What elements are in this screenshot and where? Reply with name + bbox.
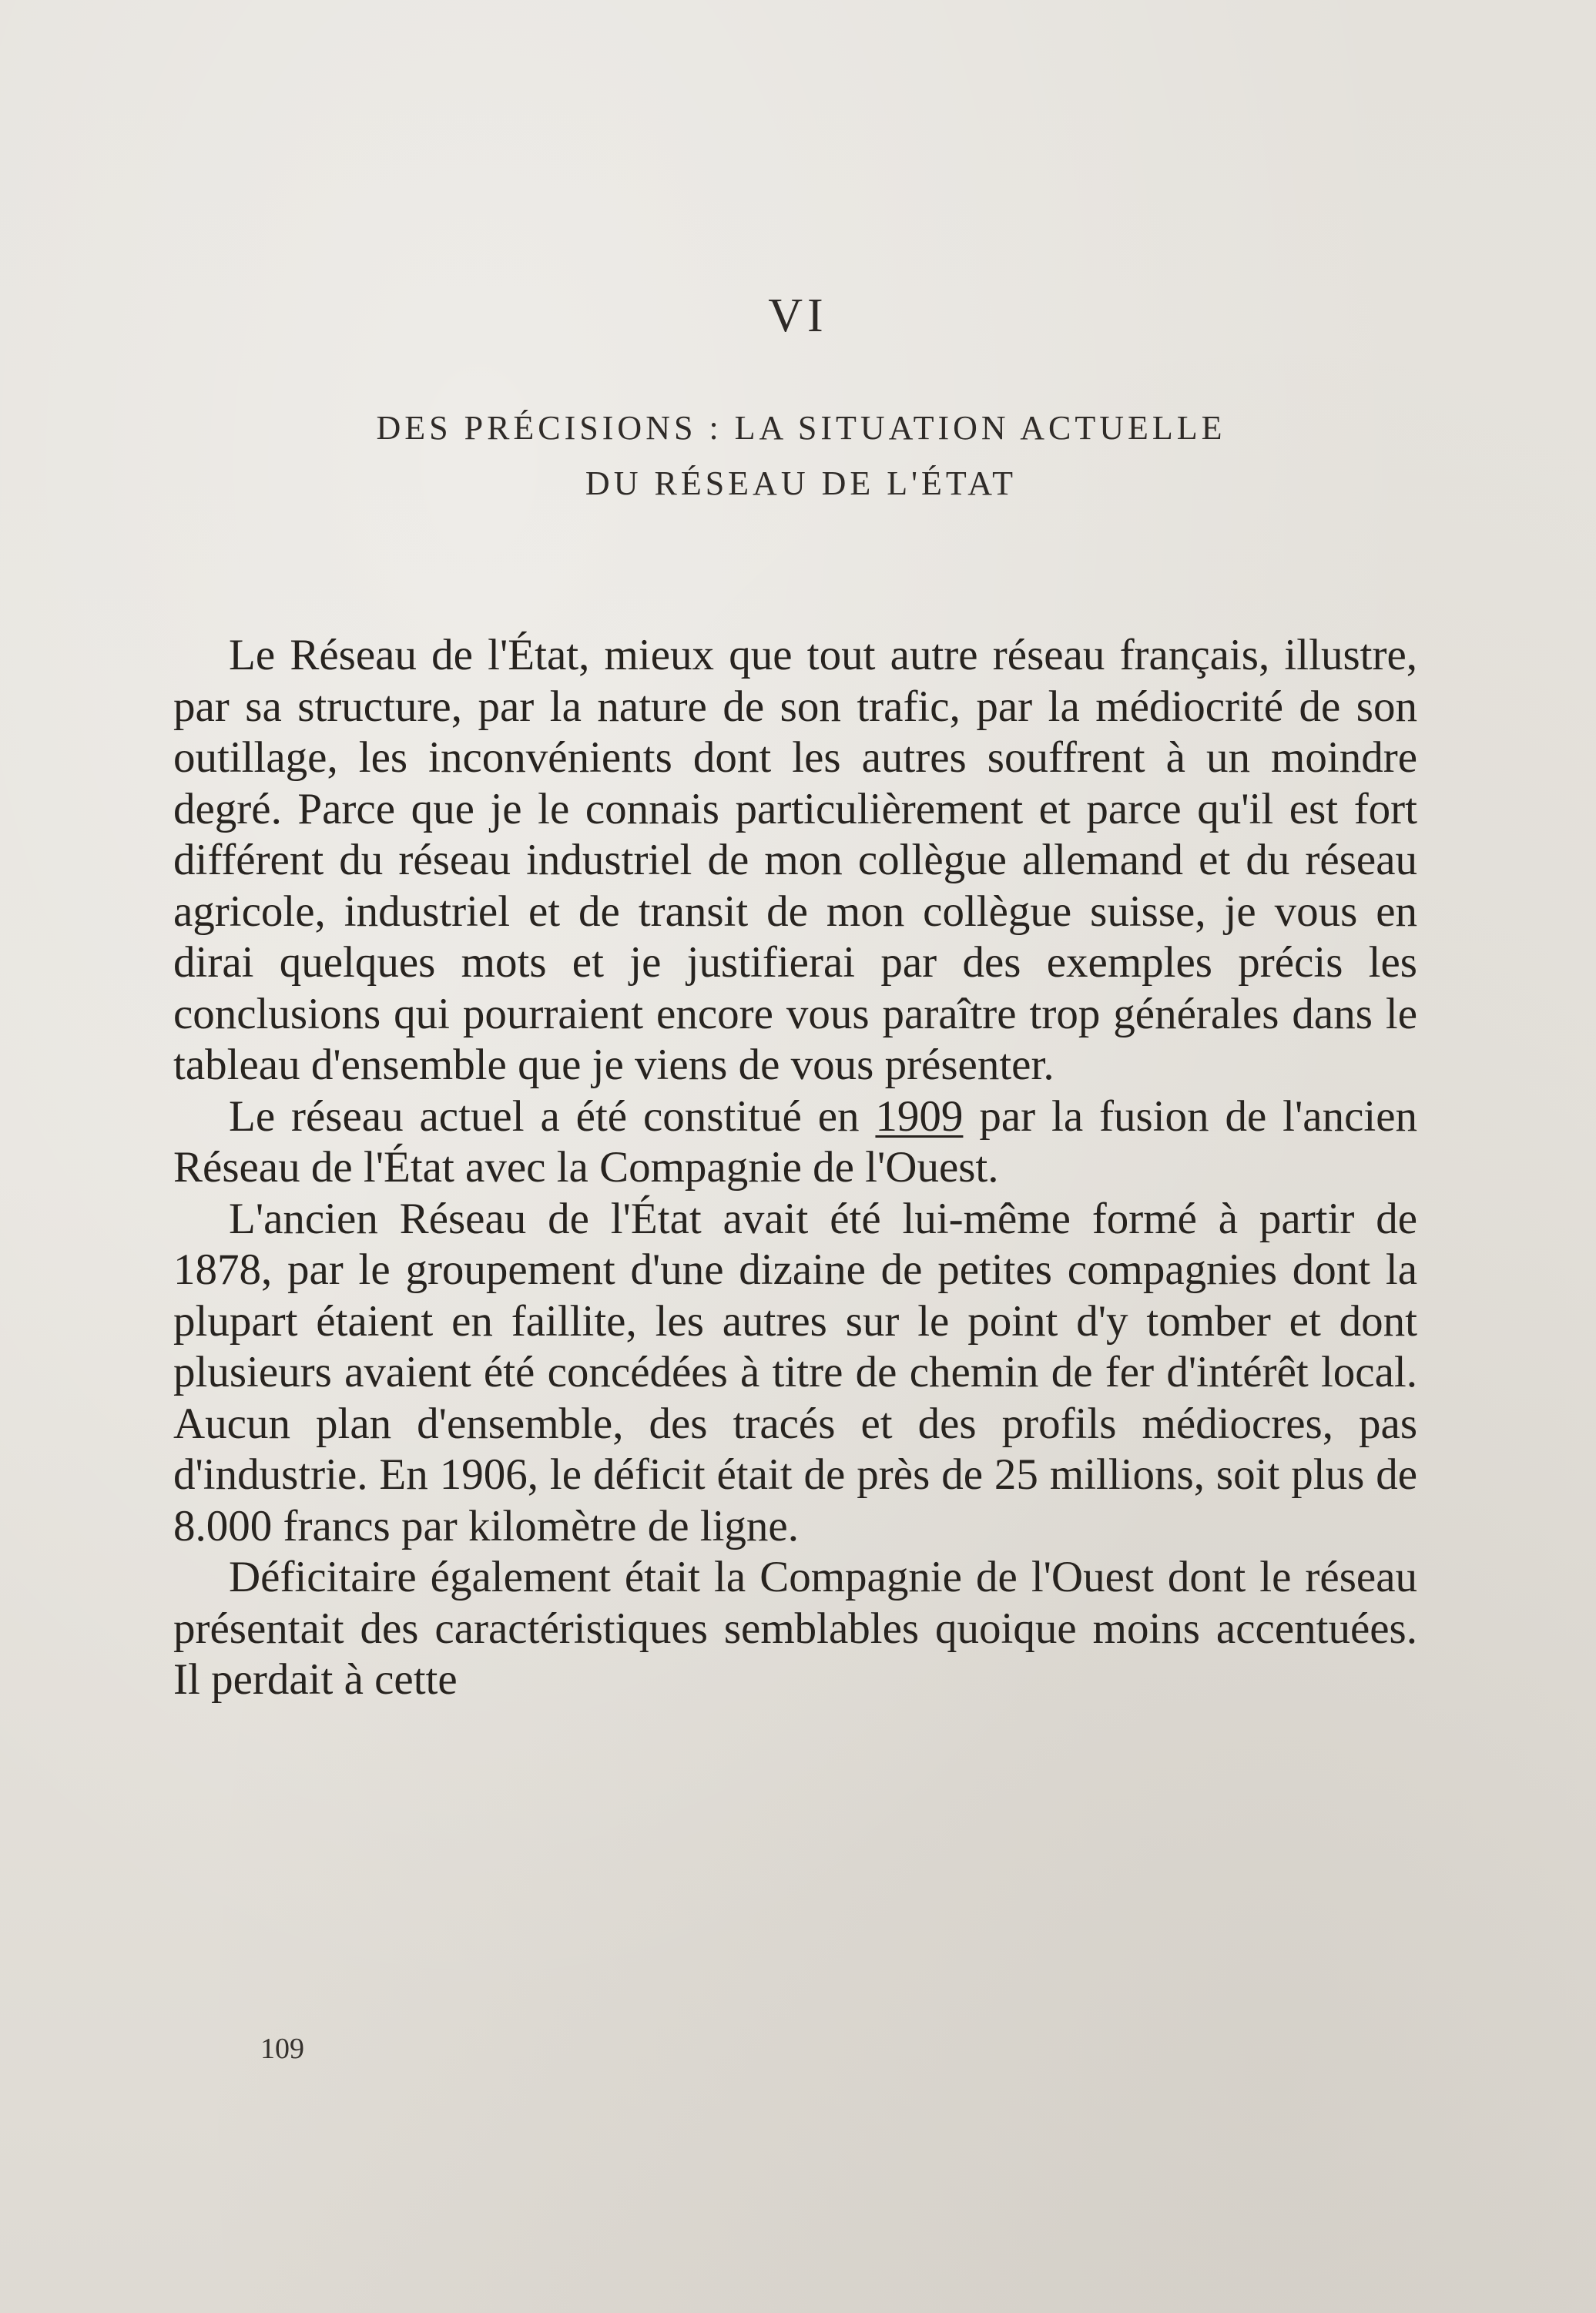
chapter-title-line-2: DU RÉSEAU DE L'ÉTAT <box>585 464 1018 502</box>
paragraph-3: L'ancien Réseau de l'État avait été lui-même formé à partir de 1878, par le groupement d'une dizaine de petites compagnies dont la plupart étaient en faillite, les autres sur le point d'y tomber et dont plusieurs avaient été concédées à titre de chemin de fer d'intérêt local. Aucun plan d'ensemble, des tracés et des profils médiocres, pas d'industrie. En 1906, le déficit était de près de 25 millions, soit plus de 8.000 francs par kilomètre de ligne. <box>173 1194 1417 1550</box>
chapter-title-line-1: DES PRÉCISIONS : LA SITUATION ACTUELLE <box>376 409 1226 447</box>
chapter-title <box>277 401 1325 511</box>
page-number: 109 <box>260 2033 304 2065</box>
underlined-year: 1909 <box>875 1091 964 1141</box>
body-text <box>173 630 1417 1706</box>
paragraph-1: Le Réseau de l'État, mieux que tout autre réseau français, illustre, par sa structure, par la nature de son trafic, par la médiocrité de son outillage, les inconvénients dont les autres souffrent à un moindre degré. Parce que je le connais particulièrement et parce qu'il est fort différent du réseau industriel de mon collègue allemand et du réseau agricole, industriel et de transit de mon collègue suisse, je vous en dirai quelques mots et je justifierai par des exemples précis les conclusions qui pourraient encore vous paraître trop générales dans le tableau d'ensemble que je viens de vous présenter. <box>173 631 1417 1089</box>
paragraph-2-start: Le réseau actuel a été constitué en <box>229 1091 876 1141</box>
paragraph-2 <box>173 1091 1417 1194</box>
paragraph-2-end: par la fusion de l'ancien Réseau de l'État avec la Compagnie de l'Ouest. <box>173 1091 1418 1192</box>
paragraph-4: Déficitaire également était la Compagnie de l'Ouest dont le réseau présentait des caractéristiques semblables quoique moins accentuées. Il perdait à cette <box>173 1553 1417 1704</box>
chapter-number: VI <box>768 290 828 342</box>
